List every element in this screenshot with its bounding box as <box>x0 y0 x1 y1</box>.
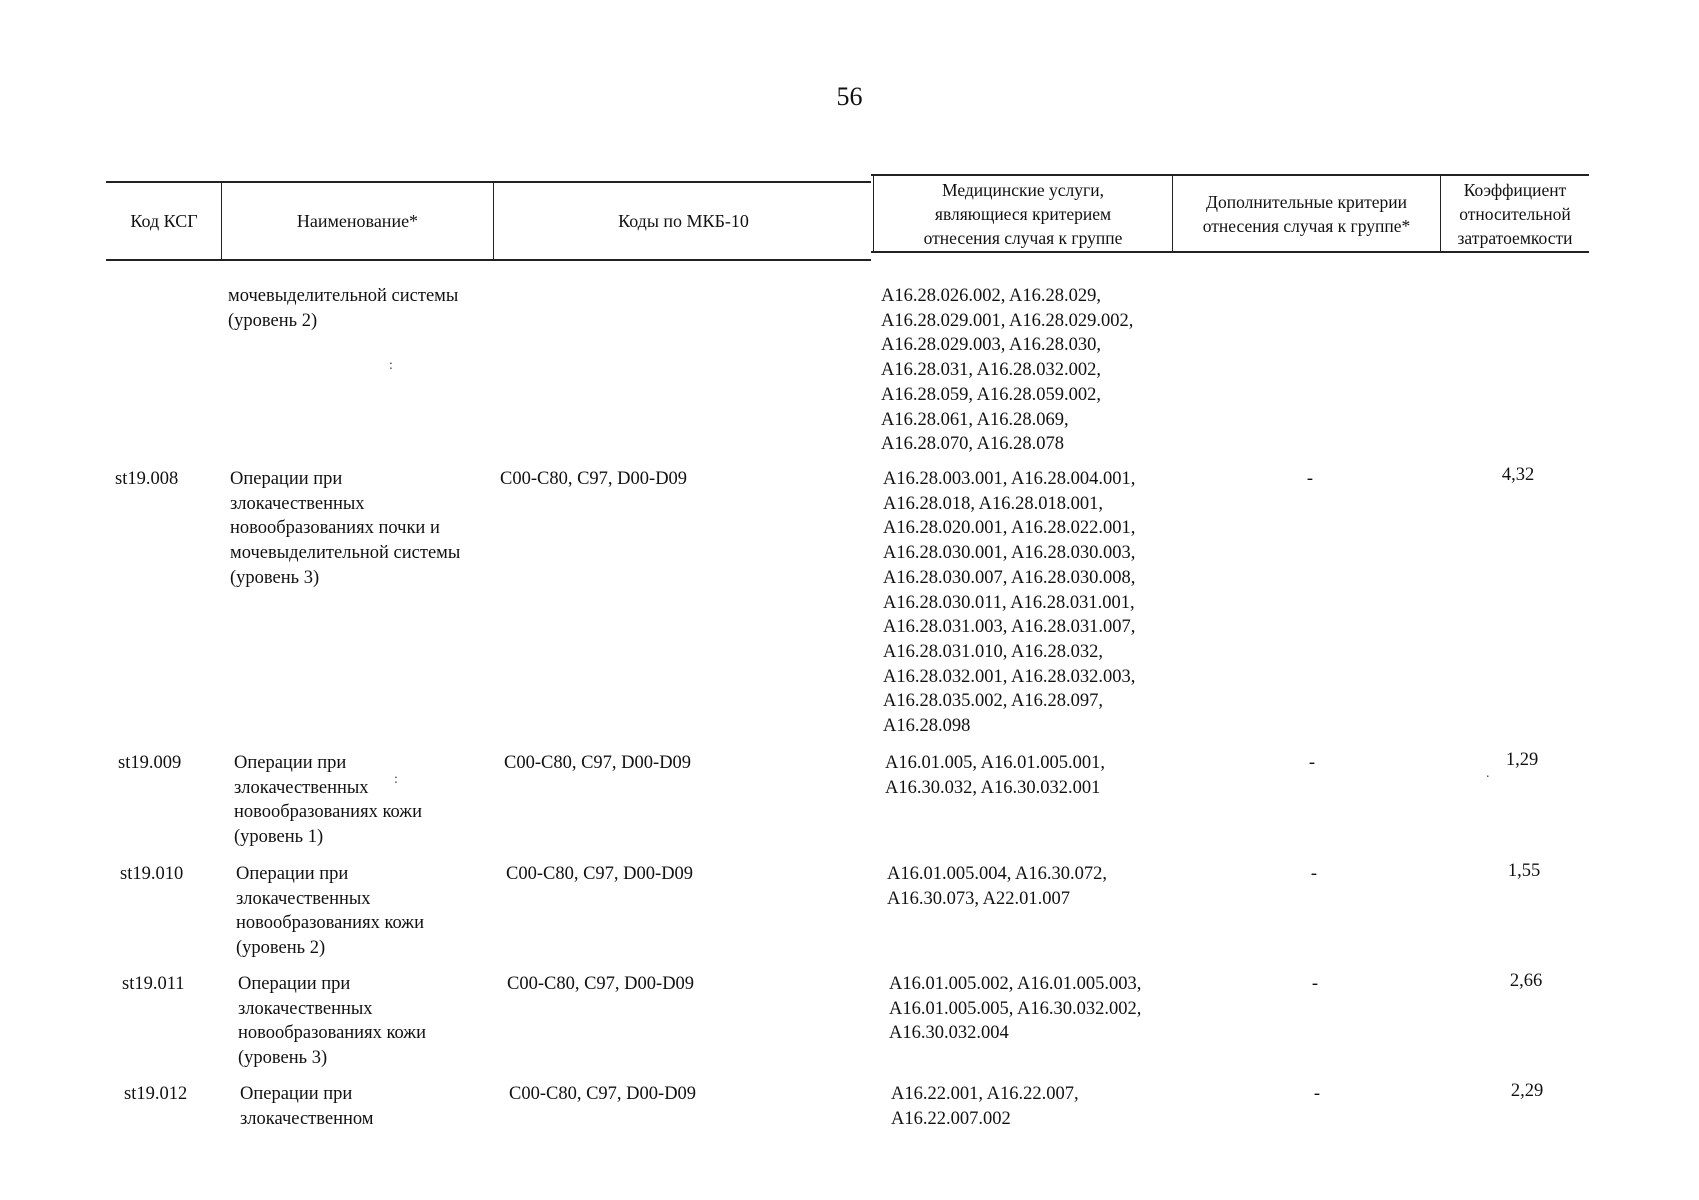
ksg-code: st19.009 <box>118 753 182 773</box>
ksg-code: st19.010 <box>120 864 184 884</box>
mkb-codes: C00-C80, C97, D00-D09 <box>504 753 692 773</box>
ksg-code: st19.008 <box>115 469 179 489</box>
header-divider <box>1172 176 1173 253</box>
header-services: Медицинские услуги, являющиеся критерием отнесения случая к группе <box>923 180 1123 248</box>
header-divider <box>1440 176 1441 253</box>
cost-coefficient: 2,66 <box>1509 971 1543 991</box>
mkb-codes: C00-C80, C97, D00-D09 <box>507 974 695 994</box>
scan-speck: : <box>394 772 398 787</box>
group-name: Операции при злокачественном <box>240 1084 374 1129</box>
group-name: Операции при злокачественных новообразованиях почки и мочевыделительной системы (уровень 3) <box>230 469 461 588</box>
medical-services: A16.01.005.004, A16.30.072, A16.30.073, A22.01.007 <box>887 864 1107 909</box>
ksg-code: st19.012 <box>124 1084 188 1104</box>
header-divider <box>873 176 874 253</box>
additional-criteria: - <box>1308 753 1316 773</box>
header-divider <box>221 183 222 259</box>
header-divider <box>493 181 494 259</box>
header-coefficient: Коэффициент относительной затратоемкости <box>1457 180 1573 248</box>
group-name: Операции при злокачественных новообразованиях кожи (уровень 1) <box>234 753 422 848</box>
medical-services: A16.28.026.002, A16.28.029, A16.28.029.001, A16.28.029.002, A16.28.029.003, A16.28.030, A16.28.031, A16.28.032.002, A16.28.059, A16.28.059.002, A16.28.061, A16.28.069, A16.28.070, A16.28.078 <box>881 286 1134 455</box>
mkb-codes: C00-C80, C97, D00-D09 <box>509 1084 697 1104</box>
header-bottom-border <box>106 259 871 261</box>
medical-services: A16.01.005, A16.01.005.001, A16.30.032, A16.30.032.001 <box>885 753 1105 798</box>
page-number: 56 <box>836 82 863 111</box>
header-additional: Дополнительные критерии отнесения случая к группе* <box>1202 192 1411 236</box>
additional-criteria: - <box>1310 864 1318 884</box>
header-name: Наименование* <box>296 211 419 231</box>
header-code: Код КСГ <box>130 211 198 231</box>
medical-services: A16.01.005.002, A16.01.005.003, A16.01.005.005, A16.30.032.002, A16.30.032.004 <box>889 974 1142 1044</box>
additional-criteria: - <box>1306 469 1314 489</box>
group-name: Операции при злокачественных новообразованиях кожи (уровень 2) <box>236 864 424 959</box>
cost-coefficient: 1,55 <box>1507 861 1541 881</box>
additional-criteria: - <box>1311 974 1319 994</box>
group-name: мочевыделительной системы (уровень 2) <box>228 286 459 331</box>
scan-speck: . <box>1486 766 1490 781</box>
group-name: Операции при злокачественных новообразованиях кожи (уровень 3) <box>238 974 426 1069</box>
ksg-code: st19.011 <box>122 974 185 994</box>
cost-coefficient: 4,32 <box>1501 465 1535 485</box>
scan-speck: : <box>389 358 393 373</box>
cost-coefficient: 2,29 <box>1510 1081 1544 1101</box>
mkb-codes: C00-C80, C97, D00-D09 <box>506 864 694 884</box>
medical-services: A16.28.003.001, A16.28.004.001, A16.28.018, A16.28.018.001, A16.28.020.001, A16.28.022.001, A16.28.030.001, A16.28.030.003, A16.28.030.007, A16.28.030.008, A16.28.030.011, A16.28.031.001, A16.28.031.003, A16.28.031.007, A16.28.031.010, A16.28.032, A16.28.032.001, A16.28.032.003, A16.28.035.002, A16.28.097, A16.28.098 <box>883 469 1136 737</box>
medical-services: A16.22.001, A16.22.007, A16.22.007.002 <box>891 1084 1079 1129</box>
header-mkb: Коды по МКБ-10 <box>618 211 749 231</box>
mkb-codes: C00-C80, C97, D00-D09 <box>500 469 688 489</box>
additional-criteria: - <box>1313 1084 1321 1104</box>
cost-coefficient: 1,29 <box>1505 750 1539 770</box>
